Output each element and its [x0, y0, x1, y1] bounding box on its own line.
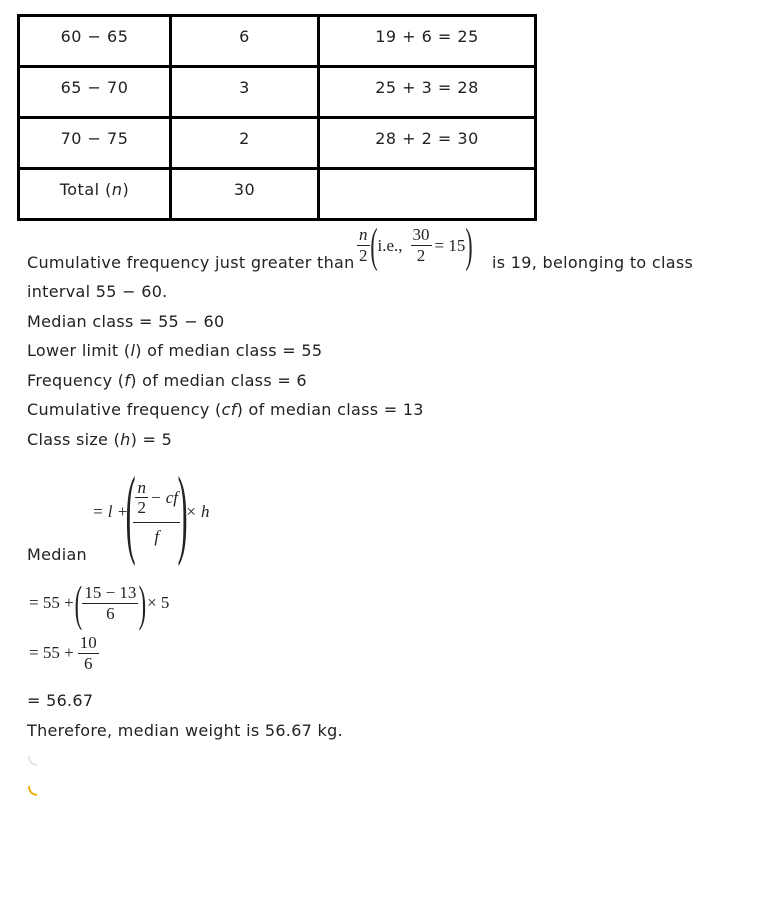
frequency-cell: 3 [171, 67, 319, 118]
median-step-1: = 55 + ( $\frac{15 - 13}{6}$ ) × 5 [29, 575, 170, 631]
lower-limit-line: Lower limit (l) of median class = 55 [27, 341, 323, 360]
left-paren: ( [74, 575, 82, 631]
median-step-2: = 55 + $\frac{10}{6}$ [29, 633, 97, 673]
spinner-icon [27, 755, 39, 767]
frequency-cell: 6 [171, 16, 319, 67]
frequency-table [17, 14, 537, 221]
right-paren: ) [139, 575, 147, 631]
step2-fraction: $\frac{10}{6}$ [79, 633, 97, 673]
total-cumulative-cell [319, 169, 536, 220]
n-over-2-fraction: $\frac{n}{2}$ [359, 225, 368, 265]
class-interval-cell: 60 − 65 [19, 16, 171, 67]
frequency-cell: 2 [171, 118, 319, 169]
table-total-row [19, 169, 536, 220]
left-paren: ( [125, 456, 136, 567]
table-row [19, 118, 536, 169]
total-label-cell: Total (n) [19, 169, 171, 220]
n-over-2-formula: $\frac{n}{2}$ ( i.e., $\frac{30}{2}$ = 15 ) [359, 219, 473, 272]
median-label: Median [27, 545, 87, 564]
frequency-line: Frequency (f) of median class = 6 [27, 371, 307, 390]
cumulative-frequency-line: Cumulative frequency (cf) of median class = 13 [27, 400, 424, 419]
cf-sentence: Cumulative frequency just greater than [27, 253, 355, 272]
cf-sentence-continued: is 19, belonging to class [492, 253, 694, 272]
class-interval-cell: 70 − 75 [19, 118, 171, 169]
left-paren: ( [369, 219, 378, 272]
cumulative-frequency-cell: 25 + 3 = 28 [319, 67, 536, 118]
result-line: = 56.67 [27, 691, 94, 710]
step1-fraction: $\frac{15 - 13}{6}$ [84, 582, 137, 623]
cf-sentence-end: interval 55 − 60. [27, 282, 168, 301]
total-value-cell: 30 [171, 169, 319, 220]
right-paren: ) [465, 219, 473, 272]
ie-fraction: $\frac{30}{2}$ [412, 225, 430, 265]
spinner-icon [27, 785, 39, 797]
cumulative-frequency-cell: 19 + 6 = 25 [319, 16, 536, 67]
table-row [19, 67, 536, 118]
class-size-line: Class size (h) = 5 [27, 430, 173, 449]
cumulative-frequency-cell: 28 + 2 = 30 [319, 118, 536, 169]
conclusion-line: Therefore, median weight is 56.67 kg. [27, 721, 343, 740]
median-formula: = l + ( $\frac{n}{2}$ − cf f ) × h [92, 456, 210, 567]
median-big-fraction: $\frac{n}{2}$ − cf f [133, 478, 180, 547]
median-class-line: Median class = 55 − 60 [27, 312, 225, 331]
right-paren: ) [177, 456, 188, 567]
table-row [19, 16, 536, 67]
class-interval-cell: 65 − 70 [19, 67, 171, 118]
